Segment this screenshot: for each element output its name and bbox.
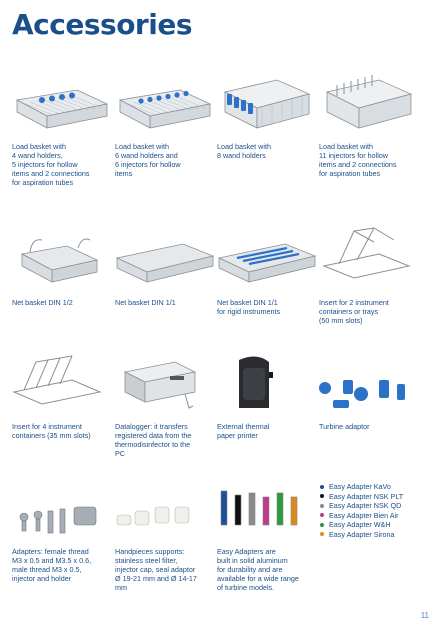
legend-label: Easy Adapter Sirona bbox=[329, 529, 395, 539]
dot-icon bbox=[320, 513, 324, 517]
product-net-basket-din-1-1-rigid bbox=[217, 226, 317, 316]
product-caption: Load basket with 4 wand holders, 5 injectors for hollow items and 2 connections for aspiration tubes bbox=[12, 142, 90, 187]
product-caption: Net basket DIN 1/2 bbox=[12, 298, 73, 307]
product-caption: External thermal paper printer bbox=[217, 422, 270, 440]
easy-adapters-image bbox=[217, 475, 317, 543]
page-title: Accessories bbox=[12, 8, 192, 41]
product-caption: Datalogger: it transfers registered data from the thermodisinfector to the PC bbox=[115, 422, 192, 458]
product-caption: Adapters: female thread M3 x 0.5 and M3.5 x 0.6, male thread M3 x 0.5, injector and holder bbox=[12, 547, 92, 583]
dot-icon bbox=[320, 494, 324, 498]
page-number: 11 bbox=[420, 611, 429, 620]
load-basket-image bbox=[319, 70, 419, 138]
legend-item bbox=[320, 482, 403, 492]
product-turbine-adaptor bbox=[319, 350, 419, 431]
turbine-adaptor-image bbox=[319, 350, 419, 418]
product-caption: Net basket DIN 1/1 for rigid instruments bbox=[217, 298, 281, 316]
net-basket-image bbox=[115, 226, 215, 294]
dot-icon bbox=[320, 523, 324, 527]
legend-label: Easy Adapter KaVo bbox=[329, 482, 391, 492]
product-net-basket-din-1-2 bbox=[12, 226, 112, 307]
product-insert-2-containers bbox=[319, 226, 419, 325]
adapters-image bbox=[12, 475, 112, 543]
load-basket-image bbox=[217, 70, 317, 138]
product-load-basket-6-wand bbox=[115, 70, 215, 178]
product-caption: Insert for 2 instrument containers or trays (50 mm slots) bbox=[319, 298, 389, 325]
load-basket-image bbox=[12, 70, 112, 138]
legend-label: Easy Adapter W&H bbox=[329, 520, 391, 530]
printer-image bbox=[217, 350, 317, 418]
product-caption: Easy Adapters are built in solid aluminum for durability and are available for a wide range of turbine models. bbox=[217, 547, 299, 592]
product-load-basket-8-wand bbox=[217, 70, 317, 160]
product-datalogger bbox=[115, 350, 215, 458]
handpieces-supports-image bbox=[115, 475, 215, 543]
product-load-basket-4-wand bbox=[12, 70, 112, 187]
product-adapters bbox=[12, 475, 112, 583]
legend-item bbox=[320, 492, 403, 502]
product-handpieces-supports bbox=[115, 475, 215, 592]
insert-rack-image bbox=[319, 226, 419, 294]
product-easy-adapters bbox=[217, 475, 317, 592]
dot-icon bbox=[320, 485, 324, 489]
legend-item bbox=[320, 520, 403, 530]
legend-label: Easy Adapter Bien Air bbox=[329, 510, 399, 520]
legend-item bbox=[320, 511, 403, 521]
load-basket-image bbox=[115, 70, 215, 138]
datalogger-image bbox=[115, 350, 215, 418]
legend-label: Easy Adapter NSK PLT bbox=[329, 491, 404, 501]
insert-rack-image bbox=[12, 350, 112, 418]
product-load-basket-11-injectors bbox=[319, 70, 419, 178]
net-basket-image bbox=[217, 226, 317, 294]
product-net-basket-din-1-1 bbox=[115, 226, 215, 307]
product-caption: Load basket with 6 wand holders and 6 injectors for hollow items bbox=[115, 142, 181, 178]
dot-icon bbox=[320, 532, 324, 536]
product-caption: Turbine adaptor bbox=[319, 422, 370, 431]
product-caption: Load basket with 8 wand holders bbox=[217, 142, 271, 160]
easy-adapter-legend bbox=[320, 482, 403, 539]
legend-label: Easy Adapter NSK QD bbox=[329, 501, 402, 511]
legend-item bbox=[320, 501, 403, 511]
net-basket-image bbox=[12, 226, 112, 294]
product-caption: Handpieces supports: stainless steel filter, injector cap, seal adaptor Ø 19-21 mm and Ø 14-17 mm bbox=[115, 547, 197, 592]
legend-item bbox=[320, 530, 403, 540]
dot-icon bbox=[320, 504, 324, 508]
product-thermal-printer bbox=[217, 350, 317, 440]
product-caption: Net basket DIN 1/1 bbox=[115, 298, 176, 307]
product-caption: Load basket with 11 injectors for hollow items and 2 connections for aspiration tubes bbox=[319, 142, 397, 178]
product-caption: Insert for 4 instrument containers (35 mm slots) bbox=[12, 422, 91, 440]
product-insert-4-containers bbox=[12, 350, 112, 440]
